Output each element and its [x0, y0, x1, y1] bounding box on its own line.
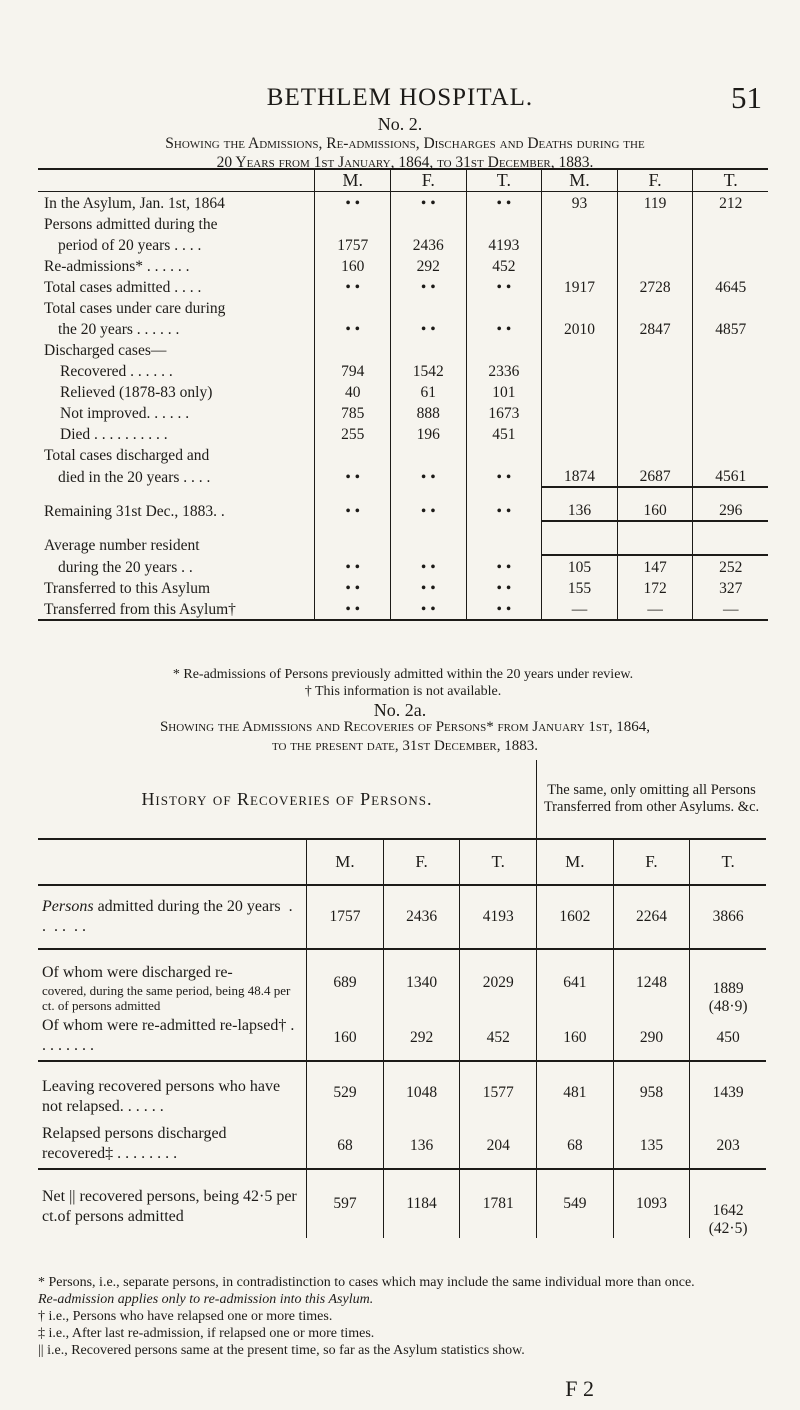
cell: 529: [307, 1061, 384, 1124]
cell: 597: [307, 1169, 384, 1238]
table-row: [38, 465, 768, 487]
cell: 1542: [391, 360, 467, 381]
cell: [617, 521, 693, 555]
cell: [693, 381, 768, 402]
cell: 119: [617, 192, 693, 214]
cell: 136: [383, 1124, 460, 1169]
cell: [617, 423, 693, 444]
table1-note-2: † This information is not available.: [304, 684, 502, 699]
table-row: [38, 213, 768, 234]
signature-mark: F 2: [565, 1376, 594, 1401]
cell: 204: [460, 1124, 537, 1169]
row-label: In the Asylum, Jan. 1st, 1864: [44, 195, 225, 212]
cell: 160: [537, 1016, 614, 1061]
cell: [617, 339, 693, 360]
cell: • •: [315, 487, 391, 521]
cell: • •: [391, 598, 467, 620]
cell: [466, 213, 542, 234]
col-header: T.: [693, 169, 768, 192]
cell: 136: [542, 487, 618, 521]
cell: 105: [542, 555, 618, 577]
cell: [542, 213, 618, 234]
row-label: Average number resident: [44, 537, 200, 554]
table-row: [38, 192, 768, 214]
table1-notes: [38, 666, 768, 700]
cell: • •: [315, 276, 391, 297]
col-header: M.: [537, 839, 614, 885]
cell: [617, 444, 693, 465]
cell: 481: [537, 1061, 614, 1124]
cell: 2336: [466, 360, 542, 381]
cell: • •: [391, 555, 467, 577]
cell: [542, 234, 618, 255]
cell: 292: [383, 1016, 460, 1061]
cell: [617, 381, 693, 402]
table-row: [38, 487, 768, 521]
cell: 452: [460, 1016, 537, 1061]
table2-left-heading: History of Recoveries of Persons.: [141, 788, 433, 809]
cell: 785: [315, 402, 391, 423]
cell: [315, 297, 391, 318]
cell: 68: [537, 1124, 614, 1169]
cell: [542, 297, 618, 318]
cell: [466, 521, 542, 555]
cell: [693, 521, 768, 555]
cell: 2687: [617, 465, 693, 487]
cell: 2728: [617, 276, 693, 297]
row-label: Not improved. . . . . .: [60, 405, 190, 422]
col-header: F.: [617, 169, 693, 192]
cell: 196: [391, 423, 467, 444]
cell: 888: [391, 402, 467, 423]
cell: • •: [391, 487, 467, 521]
table2-number: No. 2a.: [373, 700, 427, 720]
row-label: during the 20 years . .: [58, 559, 193, 576]
col-header: F.: [383, 839, 460, 885]
table2-row-label: [38, 885, 307, 949]
cell: [542, 360, 618, 381]
table2-row-label: Net || recovered persons, being 42·5 per ct.of persons admitted: [42, 1188, 297, 1225]
cell: • •: [391, 577, 467, 598]
cell: —: [693, 598, 768, 620]
table1-corner: [38, 169, 315, 192]
table-row: [38, 297, 768, 318]
cell: [391, 213, 467, 234]
cell: [466, 444, 542, 465]
cell: [391, 521, 467, 555]
table1-number: No. 2.: [377, 114, 423, 134]
label-rest: admitted during the 20 years . . . . . .: [42, 898, 293, 935]
table1-note-1: * Re-admissions of Persons previously admitted within the 20 years under review.: [172, 667, 634, 682]
cell: • •: [315, 598, 391, 620]
running-header: BETHLEM HOSPITAL.: [266, 84, 534, 111]
cell: 2436: [391, 234, 467, 255]
cell: 450: [690, 1016, 766, 1061]
cell: 641: [537, 949, 614, 1016]
cell: 1577: [460, 1061, 537, 1124]
cell: [542, 521, 618, 555]
col-header: M.: [542, 169, 618, 192]
cell: 203: [690, 1124, 766, 1169]
col-header: F.: [613, 839, 690, 885]
table2: [38, 760, 766, 1238]
table-row: [38, 234, 768, 255]
cell: [693, 402, 768, 423]
italic-word: Persons: [42, 898, 94, 915]
cell: 1673: [466, 402, 542, 423]
cell: 689: [307, 949, 384, 1016]
cell: 172: [617, 577, 693, 598]
cell: 101: [466, 381, 542, 402]
cell: • •: [391, 318, 467, 339]
footnote: * Persons, i.e., separate persons, in contradistinction to cases which may include the same individual more than once.: [38, 1275, 695, 1290]
table2-caption-line2: to the present date, 31st December, 1883.: [272, 738, 538, 754]
cell: 93: [542, 192, 618, 214]
cell: • •: [315, 192, 391, 214]
table2-footnotes: [38, 1274, 778, 1359]
cell-extra: (48·9): [708, 998, 748, 1015]
cell: [693, 423, 768, 444]
cell: 1781: [460, 1169, 537, 1238]
cell: 1917: [542, 276, 618, 297]
label-main: Of whom were discharged re-: [42, 964, 233, 981]
cell: • •: [466, 192, 542, 214]
table-row: [38, 276, 768, 297]
label-note: covered, during the same period, being 48.4 per ct. of persons admitted: [42, 983, 291, 1013]
cell: 3866: [690, 885, 766, 949]
cell: [617, 213, 693, 234]
table-row: [38, 255, 768, 276]
cell: [542, 339, 618, 360]
row-label: Re-admissions* . . . . . .: [44, 258, 190, 275]
cell: 4561: [693, 465, 768, 487]
table1-caption-line2: 20 Years from 1st January, 1864, to 31st December, 1883.: [216, 154, 594, 171]
col-header: T.: [460, 839, 537, 885]
cell: 549: [537, 1169, 614, 1238]
cell: 160: [617, 487, 693, 521]
cell: —: [542, 598, 618, 620]
cell: 958: [613, 1061, 690, 1124]
row-label: Total cases under care during: [44, 300, 226, 317]
table2-row-label: Leaving recovered persons who have not relapsed. . . . . .: [42, 1078, 281, 1115]
table2-row-label: Of whom were re-admitted re-lapsed† . . . . . . . .: [42, 1017, 295, 1054]
footnote: † i.e., Persons who have relapsed one or more times.: [38, 1309, 333, 1324]
cell: [315, 339, 391, 360]
row-label: Recovered . . . . . .: [60, 363, 173, 380]
cell: [391, 339, 467, 360]
cell: 296: [693, 487, 768, 521]
cell-extra: (42·5): [708, 1220, 748, 1237]
table2-row-label: [38, 949, 307, 1016]
cell: 292: [391, 255, 467, 276]
table2-row-label: Relapsed persons discharged recovered‡ . . . . . . . .: [42, 1125, 227, 1162]
row-label: period of 20 years . . . .: [58, 237, 202, 254]
cell: [693, 234, 768, 255]
table-row: [38, 339, 768, 360]
table-row: [38, 555, 768, 577]
table-row: [38, 521, 768, 555]
cell: 61: [391, 381, 467, 402]
row-label: Relieved (1878-83 only): [60, 384, 213, 401]
table2-caption-line1: Showing the Admissions and Recoveries of Persons* from January 1st, 1864,: [159, 719, 651, 735]
footnote: ‡ i.e., After last re-admission, if relapsed one or more times.: [38, 1326, 375, 1341]
cell: 2264: [613, 885, 690, 949]
cell: • •: [466, 577, 542, 598]
cell: 155: [542, 577, 618, 598]
row-label: Total cases discharged and: [44, 447, 210, 464]
table2-caption: [30, 718, 780, 756]
cell: 147: [617, 555, 693, 577]
cell: • •: [315, 577, 391, 598]
cell-value: 1642: [712, 1202, 744, 1219]
cell: [693, 297, 768, 318]
row-label: Total cases admitted . . . .: [44, 279, 202, 296]
cell: 255: [315, 423, 391, 444]
cell: [693, 213, 768, 234]
cell: [690, 949, 766, 1016]
cell: 290: [613, 1016, 690, 1061]
cell: [542, 255, 618, 276]
row-label: the 20 years . . . . . .: [58, 321, 180, 338]
row-label: died in the 20 years . . . .: [58, 469, 211, 486]
cell: [315, 444, 391, 465]
cell: • •: [391, 276, 467, 297]
table-row: [38, 444, 768, 465]
cell: 1757: [307, 885, 384, 949]
col-header: M.: [307, 839, 384, 885]
cell: 160: [307, 1016, 384, 1061]
row-label: Remaining 31st Dec., 1883. .: [44, 503, 225, 520]
table1-caption-line1: Showing the Admissions, Re-admissions, Discharges and Deaths during the: [165, 135, 645, 152]
row-label: Discharged cases—: [44, 342, 167, 359]
cell: [466, 339, 542, 360]
cell: [466, 297, 542, 318]
row-label: Persons admitted during the: [44, 216, 218, 233]
cell: 4645: [693, 276, 768, 297]
cell: [693, 255, 768, 276]
row-label: Transferred to this Asylum: [44, 580, 211, 597]
cell: 2436: [383, 885, 460, 949]
cell: [617, 255, 693, 276]
col-header: T.: [466, 169, 542, 192]
cell: 4193: [460, 885, 537, 949]
cell: [693, 444, 768, 465]
table1-caption: [30, 134, 780, 172]
cell: [542, 381, 618, 402]
cell: 452: [466, 255, 542, 276]
footnote: || i.e., Recovered persons same at the present time, so far as the Asylum statistics show.: [38, 1343, 525, 1358]
cell: [617, 402, 693, 423]
col-header: T.: [690, 839, 766, 885]
table1: [38, 168, 768, 621]
table-row: [38, 318, 768, 339]
cell: • •: [466, 487, 542, 521]
cell: [542, 402, 618, 423]
cell: [693, 339, 768, 360]
cell: 2847: [617, 318, 693, 339]
cell: [542, 444, 618, 465]
cell: 1874: [542, 465, 618, 487]
row-label: Transferred from this Asylum†: [38, 598, 315, 620]
table-row: [38, 402, 768, 423]
cell: 327: [693, 577, 768, 598]
table-row: [38, 577, 768, 598]
cell: • •: [315, 465, 391, 487]
cell: —: [617, 598, 693, 620]
col-header: F.: [391, 169, 467, 192]
cell: [617, 234, 693, 255]
cell: 40: [315, 381, 391, 402]
cell: 212: [693, 192, 768, 214]
cell: • •: [391, 192, 467, 214]
cell: • •: [315, 555, 391, 577]
cell: [693, 360, 768, 381]
cell: 1757: [315, 234, 391, 255]
cell: 794: [315, 360, 391, 381]
cell: 1184: [383, 1169, 460, 1238]
cell: [391, 297, 467, 318]
cell: 1248: [613, 949, 690, 1016]
cell: 2010: [542, 318, 618, 339]
table-row: [38, 598, 768, 620]
table-row: [38, 381, 768, 402]
cell: [542, 423, 618, 444]
cell: 68: [307, 1124, 384, 1169]
cell: 1048: [383, 1061, 460, 1124]
cell: [391, 444, 467, 465]
row-label: Died . . . . . . . . . .: [60, 426, 168, 443]
cell: [315, 213, 391, 234]
cell: [315, 521, 391, 555]
cell: 1093: [613, 1169, 690, 1238]
table2-corner: [38, 839, 307, 885]
cell: • •: [466, 318, 542, 339]
cell: [617, 297, 693, 318]
cell: • •: [466, 555, 542, 577]
table-row: [38, 423, 768, 444]
cell: • •: [466, 465, 542, 487]
cell: 1602: [537, 885, 614, 949]
table-row: [38, 360, 768, 381]
footnote: Re-admission applies only to re-admission into this Asylum.: [38, 1292, 374, 1307]
cell: [690, 1169, 766, 1238]
cell: • •: [391, 465, 467, 487]
cell: 4193: [466, 234, 542, 255]
cell: 252: [693, 555, 768, 577]
cell: 1340: [383, 949, 460, 1016]
cell: 160: [315, 255, 391, 276]
col-header: M.: [315, 169, 391, 192]
cell: 451: [466, 423, 542, 444]
cell: • •: [466, 598, 542, 620]
cell: [617, 360, 693, 381]
cell: 4857: [693, 318, 768, 339]
cell: 135: [613, 1124, 690, 1169]
cell: 2029: [460, 949, 537, 1016]
page-number: 51: [731, 80, 762, 115]
table2-right-heading: The same, only omitting all Persons Transferred from other Asylums. &c.: [537, 760, 767, 839]
cell: 1439: [690, 1061, 766, 1124]
cell: • •: [466, 276, 542, 297]
cell: • •: [315, 318, 391, 339]
cell-value: 1889: [712, 980, 744, 997]
